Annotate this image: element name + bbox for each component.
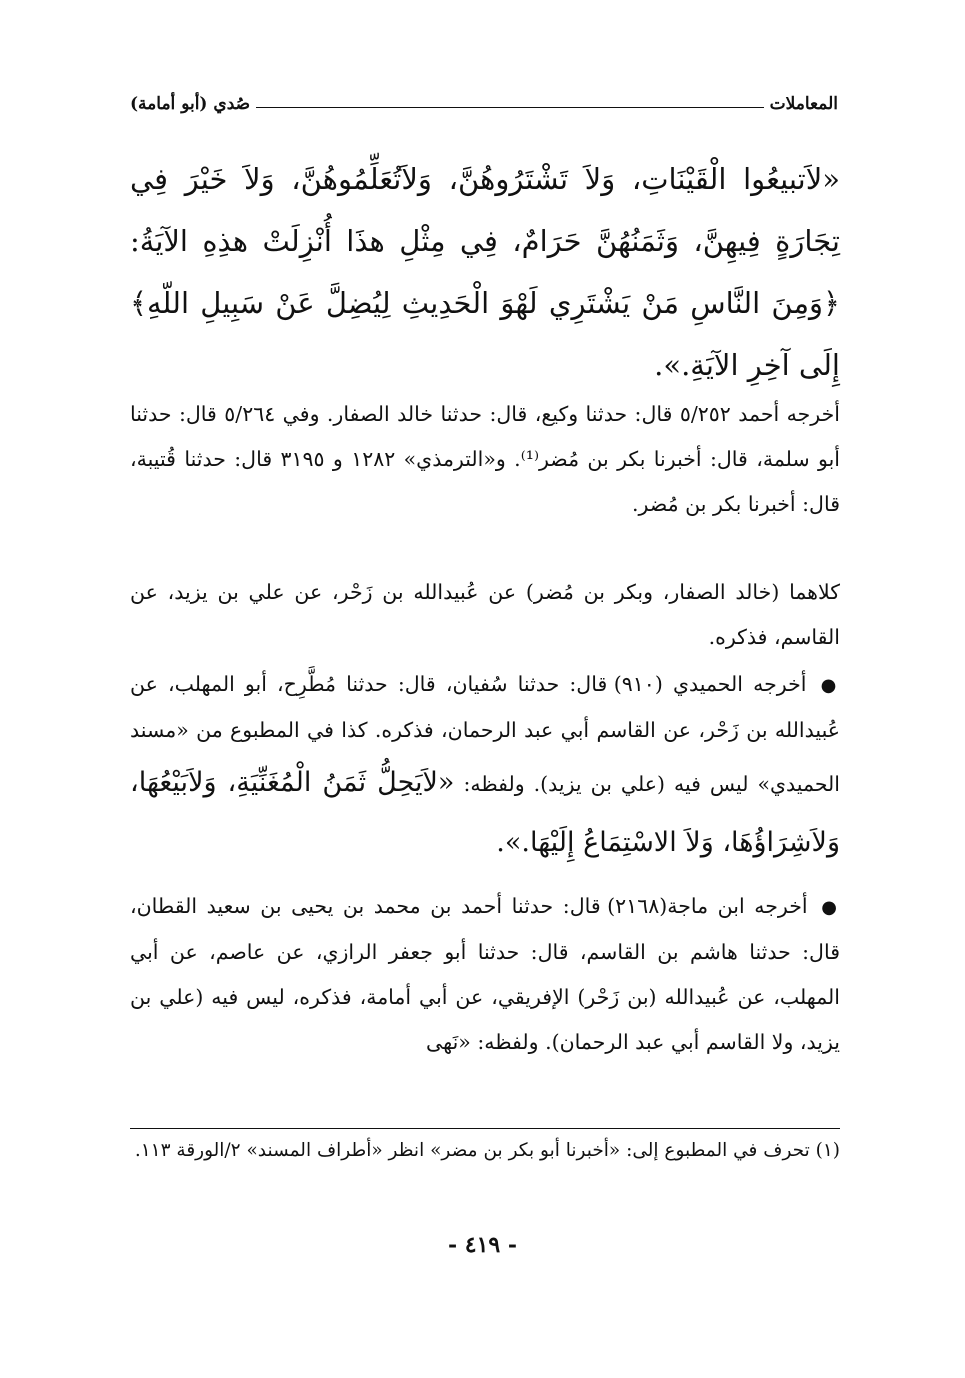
header-entry: صُدي (أبو أمامة): [130, 94, 251, 114]
chain-paragraph: كلاهما (خالد الصفار، وبكر بن مُضر) عن عُبيدالله بن زَحْر، عن علي بن يزيد، عن القاسم، فذكره.: [130, 580, 840, 649]
running-header: [130, 86, 838, 114]
hadith-text: «لاَتبيعُوا الْقَيْنَاتِ، وَلاَ تَشْتَرُوهُنَّ، وَلاَتُعَلِّمُوهُنَّ، وَلاَ خَيْرَ فِي تِجَارَةٍ فِيهِنَّ، وَثَمَنُهُنَّ حَرَامٌ، فِي مِثْلِ هذَا أُنْزِلَتْ هذِهِ الآيَةُ: ﴿وَمِنَ النَّاسِ مَنْ يَشْتَرِي لَهْوَ الْحَدِيثِ لِيُضِلَّ عَنْ سَبِيلِ اللّهِ﴾ إِلَى آخِرِ الآيَةِ.».: [130, 162, 840, 382]
bullet-icon: ●: [820, 675, 840, 696]
header-rule: [256, 107, 764, 108]
humaydi-text: أخرجه الحميدي (٩١٠) قال: حدثنا سُفيان، قال: حدثنا مُطَّرِح، أبو المهلب، عن عُبيدالله بن زَحْر، عن القاسم أبي عبد الرحمان، فذكره. كذا في المطبوع من «مسند الحميدي» ليس فيه (علي بن يزيد). ولفظه:: [130, 672, 840, 796]
ibn-majah-paragraph: [130, 884, 840, 1065]
footnote-rule: [130, 1128, 840, 1129]
humaydi-paragraph: [130, 662, 840, 873]
ibn-majah-text: أخرجه ابن ماجة(٢١٦٨) قال: حدثنا أحمد بن محمد بن يحيى بن سعيد القطان، قال: حدثنا هاشم بن القاسم، قال: حدثنا أبو جعفر الرازي، عن عاصم، عن أبي المهلب، عن عُبيدالله (بن زَحْر) الإفريقي، عن أبي أمامة، فذكره، ليس فيه (علي بن يزيد، ولا القاسم أبي عبد الرحمان). ولفظه: «نَهى: [130, 894, 840, 1054]
page-number: - ٤١٩ -: [447, 1232, 518, 1258]
humaydi-quote: «لاَيَحِلُّ ثَمَنُ الْمُغَنِّيَةِ، وَلاَبَيْعُهَا، وَلاَشِرَاؤُهَا، وَلاَ الاسْتِمَاعُ إِلَيْهَا.».: [130, 767, 840, 858]
footnote: (١) تحرف في المطبوع إلى: «أخبرنا أبو بكر بن مضر» انظر «أطراف المسند» ٢/الورقة ١١٣.: [134, 1140, 840, 1161]
header-section: المعاملات: [769, 94, 838, 114]
bullet-icon: ●: [821, 897, 840, 918]
ahmad-paragraph: أخرجه أحمد ٥/٢٥٢ قال: حدثنا وكيع، قال: حدثنا خالد الصفار. وفي ٥/٢٦٤ قال: حدثنا أبو سلمة، قال: أخبرنا بكر بن مُضر⁽¹⁾. و«الترمذي» ١٢٨٢ و ٣١٩٥ قال: حدثنا قُتيبة، قال: أخبرنا بكر بن مُضر.: [130, 402, 840, 516]
